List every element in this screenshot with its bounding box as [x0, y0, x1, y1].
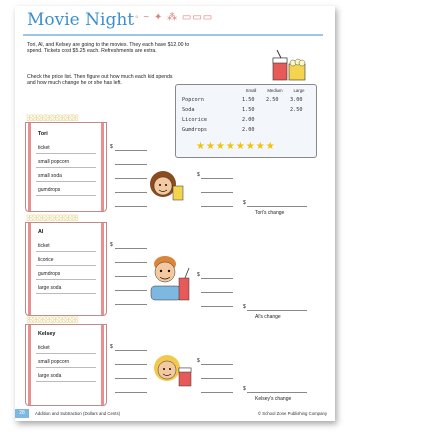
al-illustration — [145, 252, 195, 310]
bag-item: small popcorn — [38, 159, 70, 165]
bag-item: small soda — [38, 173, 62, 179]
bag-rule — [36, 265, 96, 266]
star-decoration: ★★★★★★★★ — [196, 141, 276, 152]
dollar-sign: $ — [243, 200, 246, 206]
instructions-text: Check the price list. Then figure out how much each kid spends and how much change he or she has left. — [27, 74, 173, 87]
answer-line[interactable] — [115, 164, 147, 165]
bag-rule — [36, 367, 96, 368]
bag-item: small popcorn — [38, 359, 70, 365]
answer-line[interactable] — [201, 378, 233, 379]
bag-item: gumdrops — [38, 271, 61, 277]
price-item-licorice: Licorice — [182, 117, 207, 123]
bag-rule — [36, 279, 96, 280]
page-number: 28 — [15, 409, 29, 418]
bag-item: licorice — [38, 257, 54, 263]
page-title: Movie Night — [27, 10, 135, 30]
price-value: 2.50 — [266, 97, 279, 103]
answer-line[interactable] — [115, 276, 147, 277]
bag-stripe — [101, 223, 104, 315]
dollar-sign: $ — [243, 304, 246, 310]
intro-text: Tori, Al, and Kelsey are going to the movies. They each have $12.00 to spend. Tickets cost $5.25 each. Refreshments are extra. — [27, 42, 190, 55]
popcorn-bag-al — [25, 213, 107, 316]
popcorn-top-icon: ꕤꕤꕤꕤꕤꕤꕤꕤ — [26, 213, 78, 223]
worksheet-page — [15, 6, 335, 421]
price-header-medium: Medium — [267, 88, 283, 93]
price-value: 3.00 — [290, 97, 303, 103]
bag-item: ticket — [38, 243, 50, 249]
kelsey-illustration — [149, 350, 197, 394]
bag-item: ticket — [38, 345, 50, 351]
tori-illustration — [143, 166, 189, 206]
page-footer — [15, 407, 335, 421]
price-value: 2.50 — [290, 107, 303, 113]
price-value: 2.00 — [242, 117, 255, 123]
answer-line[interactable] — [201, 306, 233, 307]
bag-rule — [36, 181, 96, 182]
answer-line[interactable] — [115, 350, 147, 351]
kid-name: Tori — [38, 131, 48, 137]
popcorn-bag-kelsey — [25, 315, 107, 406]
change-answer-line[interactable] — [247, 310, 307, 311]
answer-line[interactable] — [115, 364, 147, 365]
answer-line[interactable] — [115, 248, 147, 249]
price-value: 1.50 — [242, 97, 255, 103]
answer-line[interactable] — [201, 292, 233, 293]
price-value: 1.50 — [242, 107, 255, 113]
popcorn-top-icon: ꕤꕤꕤꕤꕤꕤꕤꕤ — [26, 315, 78, 325]
bag-rule — [36, 153, 96, 154]
dollar-sign: $ — [243, 386, 246, 392]
bag-rule — [36, 167, 96, 168]
answer-line[interactable] — [115, 290, 147, 291]
answer-line[interactable] — [115, 392, 147, 393]
kid-name: Al — [38, 229, 44, 235]
change-answer-line[interactable] — [247, 392, 307, 393]
answer-line[interactable] — [201, 206, 233, 207]
title-underline — [23, 34, 323, 36]
answer-line[interactable] — [201, 278, 233, 279]
bag-stripe — [28, 325, 31, 405]
answer-line[interactable] — [115, 206, 147, 207]
change-label: Kelsey's change — [255, 396, 292, 402]
price-item-popcorn: Popcorn — [182, 97, 204, 103]
bag-rule — [36, 251, 96, 252]
bag-stripe — [101, 123, 104, 211]
bag-item: large soda — [38, 373, 62, 379]
bag-rule — [36, 353, 96, 354]
footer-subject: Addition and Subtraction (Dollars and Cents) — [35, 411, 121, 416]
kid-name: Kelsey — [38, 331, 56, 337]
answer-line[interactable] — [115, 262, 147, 263]
bag-stripe — [28, 123, 31, 211]
price-item-soda: Soda — [182, 107, 195, 113]
popcorn-bag-tori — [25, 113, 107, 212]
answer-line[interactable] — [201, 192, 233, 193]
change-answer-line[interactable] — [247, 206, 307, 207]
bag-stripe — [101, 325, 104, 405]
bag-stripe — [28, 223, 31, 315]
dollar-sign: $ — [110, 344, 113, 350]
footer-publisher: © School Zone Publishing Company — [257, 411, 327, 416]
dollar-sign: $ — [197, 272, 200, 278]
dollar-sign: $ — [197, 358, 200, 364]
answer-line[interactable] — [201, 364, 233, 365]
price-item-gumdrops: Gumdrops — [182, 127, 207, 133]
change-label: Al's change — [255, 314, 281, 320]
bag-rule — [36, 381, 96, 382]
popcorn-top-icon: ꕤꕤꕤꕤꕤꕤꕤꕤ — [26, 113, 78, 123]
answer-line[interactable] — [201, 392, 233, 393]
price-header-large: Large — [293, 88, 305, 93]
dollar-sign: $ — [110, 144, 113, 150]
change-label: Tori's change — [255, 210, 285, 216]
dollar-sign: $ — [110, 242, 113, 248]
answer-line[interactable] — [115, 150, 147, 151]
answer-line[interactable] — [201, 178, 233, 179]
snack-illustration — [251, 50, 311, 84]
bag-item: gumdrops — [38, 187, 61, 193]
price-value: 2.00 — [242, 127, 255, 133]
bag-rule — [36, 293, 96, 294]
film-strip-decoration: ◦ ~ ✦ ⁂ ▭▭▭ — [135, 12, 214, 23]
price-list-board — [175, 84, 317, 158]
dollar-sign: $ — [197, 172, 200, 178]
bag-rule — [36, 195, 96, 196]
bag-item: ticket — [38, 145, 50, 151]
answer-line[interactable] — [115, 304, 147, 305]
bag-item: large soda — [38, 285, 62, 291]
answer-line[interactable] — [115, 378, 147, 379]
price-header-small: Small — [245, 88, 257, 93]
